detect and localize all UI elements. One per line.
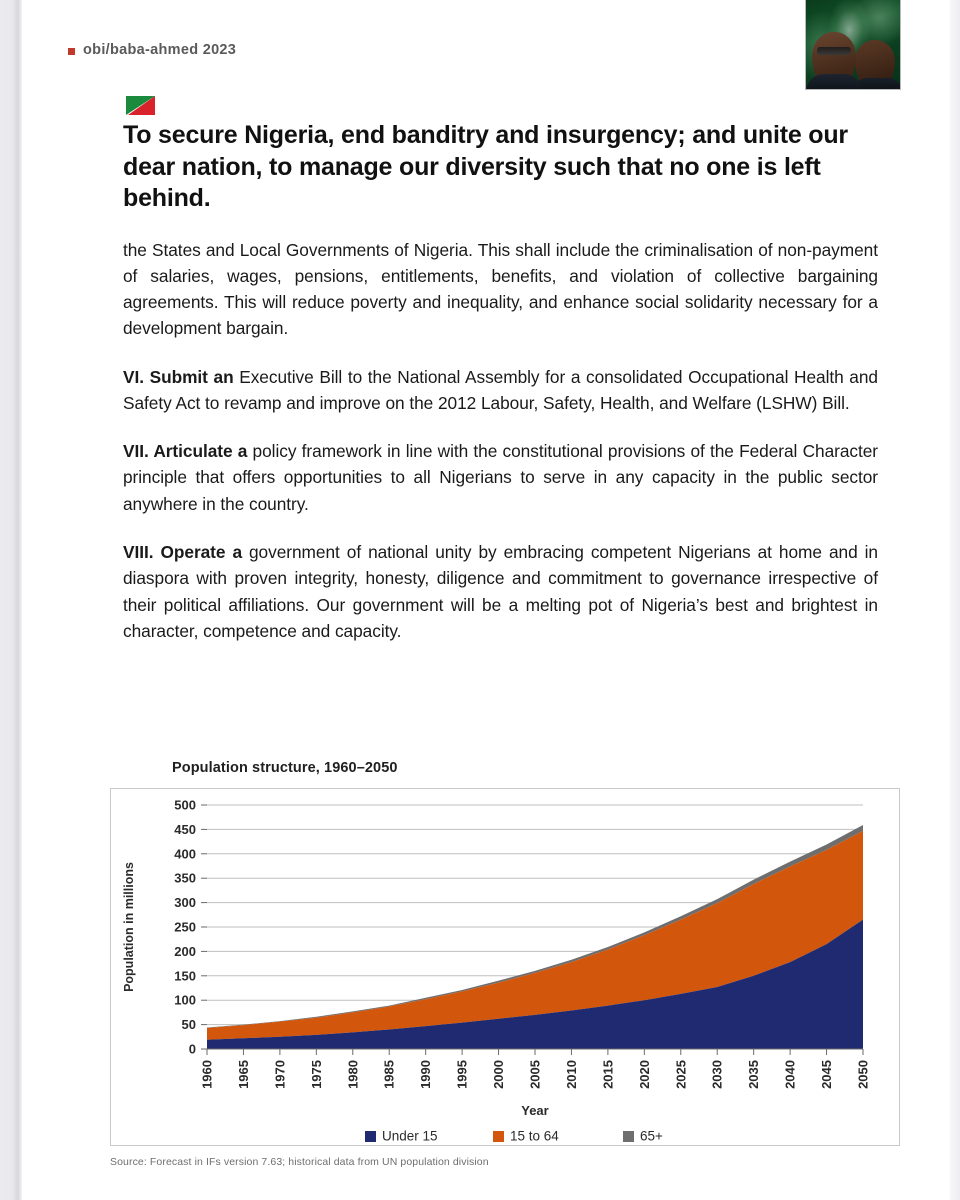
svg-text:2030: 2030: [709, 1060, 725, 1089]
svg-text:1985: 1985: [381, 1060, 397, 1089]
paragraph-text: Executive Bill to the National Assembly for a consolidated Occupational Health and Safety Act to revamp and improve on the 2012 Labour, Safety, Health, and Welfare (LSHW) Bill.: [123, 366, 878, 413]
svg-text:100: 100: [174, 992, 196, 1008]
paragraph-lead: VIII. Operate a: [123, 542, 242, 563]
svg-text:2015: 2015: [600, 1060, 616, 1089]
svg-text:1970: 1970: [272, 1060, 288, 1089]
svg-text:2020: 2020: [636, 1060, 652, 1089]
svg-text:1965: 1965: [235, 1060, 251, 1089]
svg-text:350: 350: [174, 870, 196, 886]
glasses-icon: [817, 47, 851, 55]
svg-text:Population in millions: Population in millions: [122, 862, 136, 992]
paragraph-viii: [123, 539, 878, 644]
svg-text:0: 0: [188, 1041, 196, 1057]
svg-text:50: 50: [181, 1017, 196, 1033]
svg-text:300: 300: [174, 895, 196, 911]
document-sheet: [22, 0, 950, 1200]
paragraph-text: the States and Local Governments of Nigeria. This shall include the criminalisation of non-payment of salaries, wages, pensions, entitlements, benefits, and violation of collective bargaining agreements. This will reduce poverty and inequality, and enhance social solidarity necessary for a development bargain.: [123, 239, 878, 339]
svg-text:2000: 2000: [491, 1060, 507, 1089]
party-flag-icon: [126, 96, 155, 115]
paragraph-vi: [123, 364, 878, 417]
paragraph-lead: VI. Submit an: [123, 366, 234, 387]
header-label: obi/baba-ahmed 2023: [83, 42, 237, 58]
svg-text:200: 200: [174, 943, 196, 959]
paragraph-vii: [123, 438, 878, 517]
population-chart-block: [110, 760, 900, 1168]
svg-text:65+: 65+: [640, 1128, 663, 1144]
svg-text:1960: 1960: [199, 1060, 215, 1089]
svg-text:15 to 64: 15 to 64: [510, 1128, 559, 1144]
portrait-torso-primary: [806, 74, 862, 90]
svg-text:Year: Year: [521, 1103, 549, 1118]
svg-text:Under 15: Under 15: [382, 1128, 438, 1144]
svg-text:1995: 1995: [454, 1060, 470, 1089]
svg-text:2010: 2010: [563, 1060, 579, 1089]
chart-title: Population structure, 1960–2050: [172, 760, 398, 776]
svg-text:2005: 2005: [527, 1060, 543, 1089]
svg-text:400: 400: [174, 846, 196, 862]
svg-text:2035: 2035: [746, 1060, 762, 1089]
svg-text:2040: 2040: [782, 1060, 798, 1089]
svg-text:1975: 1975: [308, 1060, 324, 1089]
svg-text:1990: 1990: [418, 1060, 434, 1089]
paragraph-continuation: [123, 237, 878, 342]
chart-frame: [110, 788, 900, 1146]
svg-text:150: 150: [174, 968, 196, 984]
document-body: [123, 120, 878, 644]
svg-text:500: 500: [174, 797, 196, 813]
svg-text:2050: 2050: [855, 1060, 871, 1089]
svg-text:1980: 1980: [345, 1060, 361, 1089]
svg-text:450: 450: [174, 821, 196, 837]
svg-text:2025: 2025: [673, 1060, 689, 1089]
paragraph-text: policy framework in line with the constitutional provisions of the Federal Character principle that offers opportunities to all Nigerians to serve in any capacity in the public sector anywhere in the country.: [123, 441, 879, 514]
paragraph-text: government of national unity by embracing competent Nigerians at home and in diaspora with proven integrity, honesty, diligence and commitment to governance irrespective of their political affiliations. Our government will be a melting pot of Nigeria’s best and brightest in character, competence and capacity.: [123, 542, 878, 641]
page-left-gutter: [0, 0, 22, 1200]
page-title: To secure Nigeria, end banditry and insurgency; and unite our dear nation, to manage our diversity such that no one is left behind.: [123, 121, 848, 212]
svg-text:250: 250: [174, 919, 196, 935]
page-right-gutter: [950, 0, 960, 1200]
population-structure-area-chart: [111, 789, 899, 1145]
candidate-portrait: [805, 0, 901, 90]
paragraph-lead: VII. Articulate a: [123, 441, 248, 462]
square-bullet-icon: [68, 48, 75, 55]
document-header: [68, 42, 236, 58]
svg-text:2045: 2045: [819, 1060, 835, 1089]
chart-source-note: Source: Forecast in IFs version 7.63; historical data from UN population division: [110, 1156, 489, 1168]
